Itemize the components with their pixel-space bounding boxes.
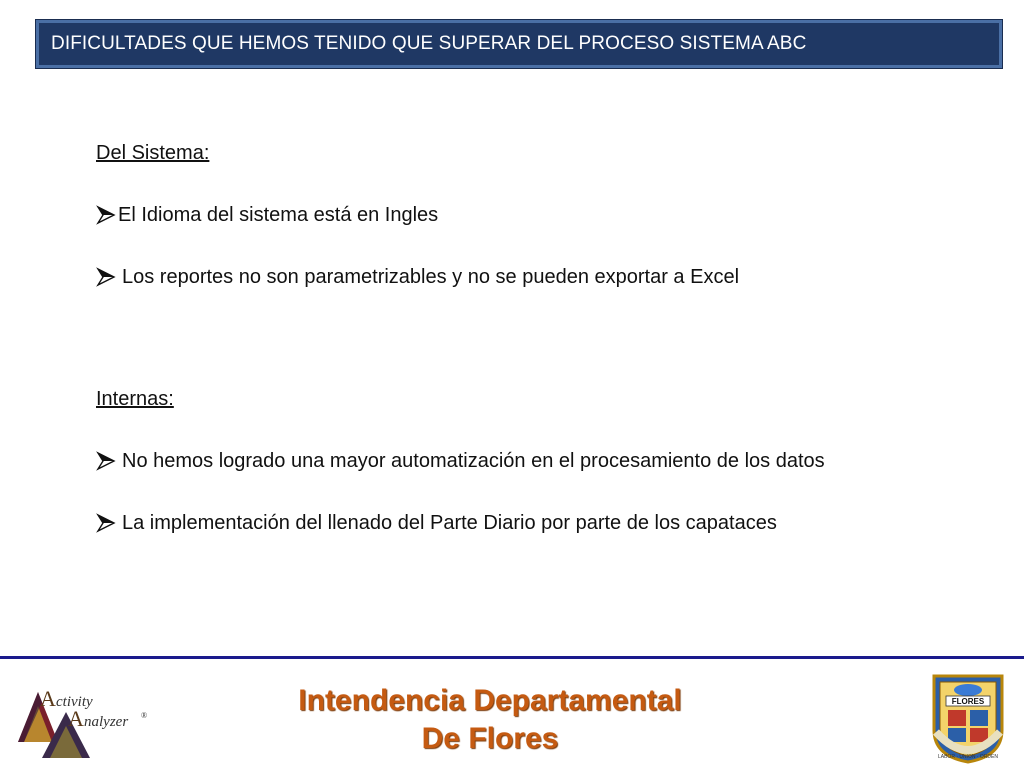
list-item-text: Los reportes no son parametrizables y no se pueden exportar a Excel (122, 266, 740, 288)
list-item (96, 202, 996, 228)
svg-text:®: ® (141, 711, 148, 720)
list-item-text: El Idioma del sistema está en Ingles (118, 204, 439, 226)
arrow-bullet-icon (96, 513, 116, 533)
svg-text:A: A (68, 706, 84, 731)
activity-analyzer-logo (14, 684, 150, 760)
list-item (96, 510, 996, 536)
svg-text:nalyzer: nalyzer (84, 714, 129, 730)
section-heading: Del Sistema: (96, 142, 210, 164)
section-heading: Internas: (96, 388, 174, 410)
slide-content (96, 140, 996, 536)
list-item (96, 448, 996, 474)
section-del-sistema (96, 140, 996, 290)
list-item-text: La implementación del llenado del Parte Diario por parte de los capataces (122, 512, 777, 534)
svg-text:LABOR · UNION · ORDEN: LABOR · UNION · ORDEN (937, 754, 999, 760)
title-banner (36, 20, 1002, 68)
svg-text:FLORES: FLORES (951, 697, 985, 706)
page-title: DIFICULTADES QUE HEMOS TENIDO QUE SUPERAR DEL PROCESO SISTEMA ABC (51, 33, 807, 54)
footer-title-line2: De Flores (421, 722, 559, 755)
footer-title (230, 682, 750, 758)
svg-text:ctivity: ctivity (56, 694, 93, 710)
svg-text:A: A (40, 686, 56, 711)
flores-crest-logo (928, 672, 1008, 764)
footer-title-line1: Intendencia Departamental (298, 684, 682, 717)
section-internas (96, 386, 996, 536)
footer-divider (0, 656, 1024, 659)
arrow-bullet-icon (96, 267, 116, 287)
list-item (96, 264, 996, 290)
arrow-bullet-icon (96, 205, 116, 225)
list-item-text: No hemos logrado una mayor automatización en el procesamiento de los datos (122, 450, 825, 472)
arrow-bullet-icon (96, 451, 116, 471)
